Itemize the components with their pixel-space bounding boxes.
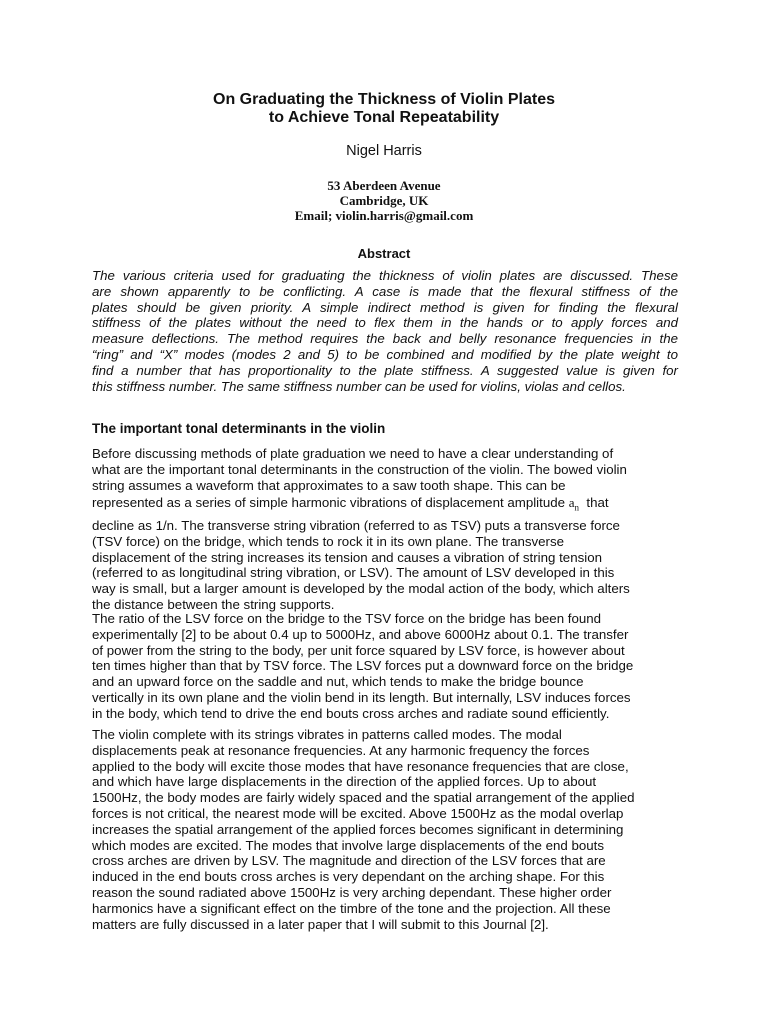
paragraph-line: and an upward force on the saddle and nut, which tends to make the bridge bounce — [92, 674, 584, 690]
address-street: 53 Aberdeen Avenue — [327, 178, 441, 193]
paragraph-line: way is small, but a larger amount is developed by the modal action of the body, which alters — [92, 581, 630, 597]
abstract-body — [92, 268, 678, 394]
paragraph-line: induced in the end bouts cross arches is very dependant on the arching shape. For this — [92, 869, 605, 885]
paragraph-line: cross arches are driven by LSV. The magnitude and direction of the LSV forces that are — [92, 853, 606, 869]
paragraph-line: harmonics have a significant effect on the timbre of the tone and the projection. All these — [92, 900, 611, 916]
paper-title-line-1: On Graduating the Thickness of Violin Plates — [213, 91, 555, 108]
paragraph-line: what are the important tonal determinants in the construction of the violin. The bowed violin — [92, 461, 627, 477]
amplitude-line-tail: that — [579, 495, 609, 511]
paragraph-line: decline as 1/n. The transverse string vibration (referred to as TSV) puts a transverse force — [92, 517, 620, 533]
amplitude-line-text: represented as a series of simple harmonic vibrations of displacement amplitude — [92, 495, 569, 511]
paragraph-line: the distance between the string supports. — [92, 596, 335, 612]
paragraph-line: The ratio of the LSV force on the bridge to the TSV force on the bridge has been found — [92, 611, 602, 626]
paragraph-line: displacements peak at resonance frequencies. At any harmonic frequency the forces — [92, 742, 590, 758]
paragraph-line: applied to the body will excite those modes that have resonance frequencies that are close, — [92, 758, 629, 774]
paragraph-line: increases the spatial arrangement of the applied forces becomes significant in determining — [92, 821, 624, 837]
abstract-line: are shown apparently to be conflicting. A case is made that the flexural stiffness of the — [92, 283, 678, 299]
paragraph-line: 1500Hz, the body modes are fairly widely spaced and the spatial arrangement of the applied — [92, 790, 635, 806]
paragraph-line: ten times higher than that by TSV force. The LSV forces put a downward force on the bridge — [92, 658, 634, 674]
paragraph-line: (TSV force) on the bridge, which tends to rock it in its own plane. The transverse — [92, 533, 565, 549]
paragraph-line: experimentally [2] to be about 0.4 up to 5000Hz, and above 6000Hz about 0.1. The transfer — [92, 626, 629, 642]
paper-title-line-2: to Achieve Tonal Repeatability — [268, 109, 500, 126]
address-email: Email; violin.harris@gmail.com — [294, 208, 474, 223]
paragraph-line: string assumes a waveform that approximates to a saw tooth shape. This can be — [92, 477, 566, 493]
paragraph-2 — [92, 611, 682, 722]
author-name: Nigel Harris — [346, 143, 422, 159]
paragraph-line: of power from the string to the body, per unit force squared by LSV force, is however about — [92, 642, 625, 658]
amplitude-letter: a — [568, 495, 575, 511]
abstract-line: “ring” and “X” modes (modes 2 and 5) to be combined and modified by the plate weight to — [92, 346, 678, 362]
abstract-line: plates should be given priority. A simple indirect method is given for finding the flexural — [92, 299, 678, 315]
paragraph-line-with-amplitude — [92, 493, 682, 518]
paragraph-line: forces is not critical, the nearest mode will be excited. Above 1500Hz as the modal overlap — [92, 805, 624, 821]
paragraph-line: (referred to as longitudinal string vibration, or LSV). The amount of LSV developed in this — [92, 565, 615, 581]
address-city: Cambridge, UK — [339, 193, 429, 208]
section-heading: The important tonal determinants in the violin — [92, 421, 386, 436]
paragraph-line: The violin complete with its strings vibrates in patterns called modes. The modal — [92, 727, 562, 742]
abstract-line: measure deflections. The method requires the back and belly resonance frequencies in the — [92, 331, 678, 347]
paragraph-line: matters are fully discussed in a later paper that I will submit to this Journal [2]. — [92, 916, 549, 932]
paragraph-line: and which have large displacements in the direction of the applied forces. Up to about — [92, 774, 597, 790]
paragraph-line: Before discussing methods of plate graduation we need to have a clear understanding of — [92, 446, 614, 461]
paragraph-line: reason the sound radiated above 1500Hz is very arching dependant. These higher order — [92, 884, 612, 900]
abstract-line: The various criteria used for graduating the thickness of violin plates are discussed. These — [92, 268, 678, 283]
paragraph-line: vertically in its own plane and the violin bend in its length. But internally, LSV induces forces — [92, 689, 631, 705]
abstract-line: find a number that has proportionality to the plate stiffness. A suggested value is given for — [92, 362, 678, 378]
abstract-heading: Abstract — [357, 246, 411, 261]
paragraph-line: in the body, which tend to drive the end bouts cross arches and radiate sound efficiently. — [92, 705, 610, 721]
paragraph-line: which modes are excited. The modes that involve large displacements of the end bouts — [92, 837, 604, 853]
abstract-line: this stiffness number. The same stiffness number can be used for violins, violas and cellos. — [92, 378, 626, 394]
amplitude-subscript: n — [574, 502, 579, 513]
amplitude-symbol — [568, 495, 579, 513]
paragraph-line: displacement of the string increases its tension and causes a vibration of string tension — [92, 549, 602, 565]
paragraph-1 — [92, 446, 682, 613]
paragraph-3 — [92, 727, 682, 932]
abstract-line: stiffness of the plates without the need to flex them in the hands or to apply forces and — [92, 315, 678, 331]
